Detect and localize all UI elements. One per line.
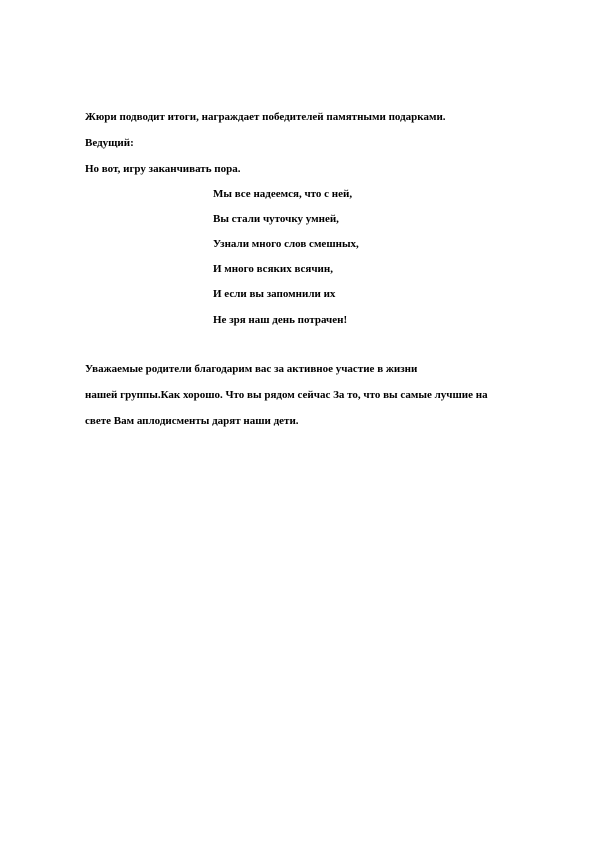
closing-line: свете Вам аплодисменты дарят наши дети.: [85, 415, 299, 427]
poem-line: Узнали много слов смешных,: [213, 238, 359, 250]
poem-line: И много всяких всячин,: [213, 263, 333, 275]
poem-line: Вы стали чуточку умней,: [213, 213, 339, 225]
poem-line: Мы все надеемся, что с ней,: [213, 188, 353, 200]
opening-line: Но вот, игру заканчивать пора.: [85, 163, 241, 175]
speaker-label: Ведущий:: [85, 137, 134, 149]
poem-line: И если вы запомнили их: [213, 288, 336, 300]
closing-line: Уважаемые родители благодарим вас за активное участие в жизни: [85, 363, 418, 375]
closing-line: нашей группы.Как хорошо. Что вы рядом сейчас За то, что вы самые лучшие на: [85, 389, 488, 401]
intro-line: Жюри подводит итоги, награждает победителей памятными подарками.: [85, 111, 446, 123]
poem-line: Не зря наш день потрачен!: [213, 314, 348, 326]
